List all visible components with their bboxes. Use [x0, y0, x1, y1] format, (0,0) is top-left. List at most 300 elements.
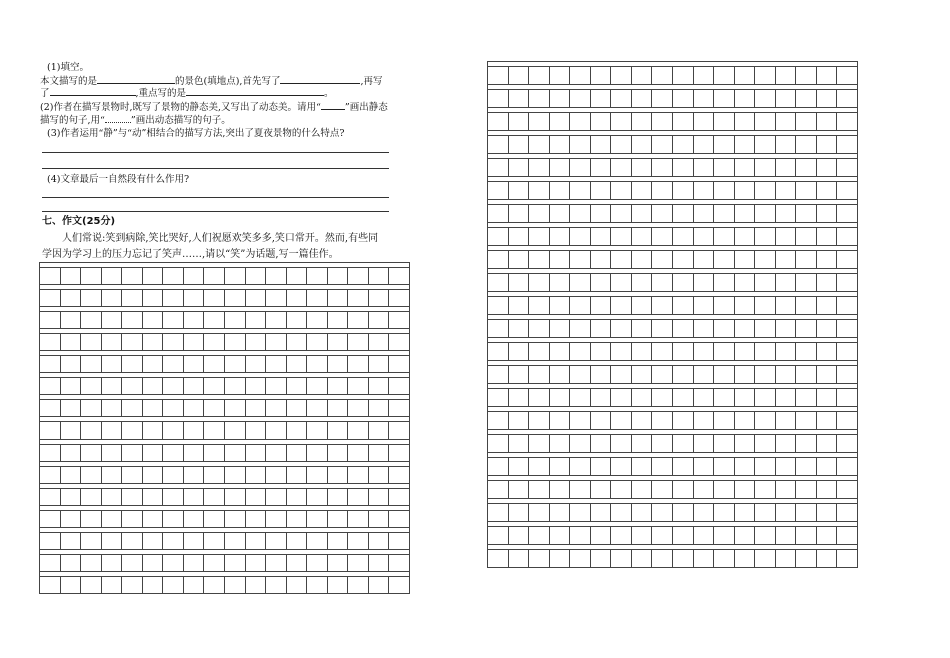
grid-cell[interactable]: [122, 290, 143, 307]
grid-cell[interactable]: [796, 113, 817, 131]
grid-cell[interactable]: [61, 400, 82, 417]
grid-cell[interactable]: [652, 297, 673, 315]
grid-cell[interactable]: [184, 312, 205, 329]
grid-cell[interactable]: [632, 274, 653, 292]
grid-cell[interactable]: [529, 389, 550, 407]
grid-cell[interactable]: [652, 90, 673, 108]
grid-cell[interactable]: [735, 320, 756, 338]
grid-cell[interactable]: [488, 205, 509, 223]
grid-cell[interactable]: [714, 389, 735, 407]
grid-cell[interactable]: [735, 481, 756, 499]
grid-cell[interactable]: [694, 481, 715, 499]
grid-cell[interactable]: [735, 251, 756, 269]
grid-cell[interactable]: [694, 458, 715, 476]
grid-cell[interactable]: [307, 422, 328, 439]
grid-cell[interactable]: [40, 577, 61, 594]
grid-cell[interactable]: [225, 422, 246, 439]
grid-cell[interactable]: [652, 274, 673, 292]
grid-cell[interactable]: [287, 467, 308, 484]
grid-cell[interactable]: [328, 489, 349, 506]
grid-cell[interactable]: [266, 356, 287, 373]
grid-cell[interactable]: [776, 550, 797, 568]
grid-cell[interactable]: [714, 205, 735, 223]
grid-cell[interactable]: [225, 533, 246, 550]
grid-cell[interactable]: [225, 555, 246, 572]
grid-cell[interactable]: [714, 458, 735, 476]
grid-cell[interactable]: [714, 504, 735, 522]
grid-cell[interactable]: [714, 113, 735, 131]
grid-cell[interactable]: [817, 159, 838, 177]
grid-cell[interactable]: [735, 90, 756, 108]
grid-cell[interactable]: [509, 550, 530, 568]
grid-cell[interactable]: [591, 274, 612, 292]
grid-cell[interactable]: [570, 366, 591, 384]
grid-cell[interactable]: [102, 445, 123, 462]
grid-cell[interactable]: [570, 251, 591, 269]
grid-cell[interactable]: [102, 356, 123, 373]
grid-cell[interactable]: [389, 555, 410, 572]
grid-cell[interactable]: [673, 366, 694, 384]
grid-cell[interactable]: [570, 412, 591, 430]
grid-cell[interactable]: [204, 445, 225, 462]
grid-cell[interactable]: [389, 422, 410, 439]
grid-cell[interactable]: [40, 511, 61, 528]
grid-cell[interactable]: [796, 90, 817, 108]
grid-cell[interactable]: [225, 511, 246, 528]
grid-cell[interactable]: [204, 268, 225, 285]
grid-cell[interactable]: [837, 274, 858, 292]
grid-cell[interactable]: [509, 297, 530, 315]
answer-blank[interactable]: [186, 86, 324, 96]
grid-cell[interactable]: [184, 533, 205, 550]
grid-cell[interactable]: [611, 67, 632, 85]
grid-cell[interactable]: [735, 435, 756, 453]
grid-cell[interactable]: [796, 320, 817, 338]
grid-cell[interactable]: [796, 228, 817, 246]
grid-cell[interactable]: [776, 343, 797, 361]
grid-cell[interactable]: [287, 268, 308, 285]
grid-cell[interactable]: [673, 389, 694, 407]
grid-cell[interactable]: [61, 467, 82, 484]
grid-cell[interactable]: [143, 268, 164, 285]
grid-cell[interactable]: [714, 228, 735, 246]
grid-cell[interactable]: [246, 268, 267, 285]
grid-cell[interactable]: [570, 550, 591, 568]
grid-cell[interactable]: [550, 228, 571, 246]
grid-cell[interactable]: [591, 182, 612, 200]
grid-cell[interactable]: [755, 182, 776, 200]
grid-cell[interactable]: [776, 251, 797, 269]
grid-cell[interactable]: [776, 458, 797, 476]
grid-cell[interactable]: [652, 458, 673, 476]
grid-cell[interactable]: [307, 356, 328, 373]
grid-cell[interactable]: [632, 297, 653, 315]
grid-cell[interactable]: [570, 481, 591, 499]
grid-cell[interactable]: [550, 182, 571, 200]
grid-cell[interactable]: [673, 67, 694, 85]
grid-cell[interactable]: [550, 205, 571, 223]
grid-cell[interactable]: [632, 481, 653, 499]
grid-cell[interactable]: [837, 67, 858, 85]
grid-cell[interactable]: [735, 159, 756, 177]
grid-cell[interactable]: [591, 320, 612, 338]
grid-cell[interactable]: [488, 366, 509, 384]
grid-cell[interactable]: [796, 274, 817, 292]
grid-cell[interactable]: [632, 412, 653, 430]
grid-cell[interactable]: [348, 467, 369, 484]
grid-cell[interactable]: [266, 378, 287, 395]
grid-cell[interactable]: [796, 67, 817, 85]
grid-cell[interactable]: [611, 458, 632, 476]
grid-cell[interactable]: [570, 113, 591, 131]
grid-cell[interactable]: [266, 400, 287, 417]
grid-cell[interactable]: [714, 320, 735, 338]
grid-cell[interactable]: [102, 312, 123, 329]
grid-cell[interactable]: [529, 90, 550, 108]
grid-cell[interactable]: [591, 435, 612, 453]
grid-cell[interactable]: [287, 290, 308, 307]
grid-cell[interactable]: [735, 205, 756, 223]
grid-cell[interactable]: [837, 182, 858, 200]
grid-cell[interactable]: [122, 467, 143, 484]
grid-cell[interactable]: [529, 527, 550, 545]
grid-cell[interactable]: [755, 504, 776, 522]
grid-cell[interactable]: [287, 533, 308, 550]
grid-cell[interactable]: [488, 136, 509, 154]
grid-cell[interactable]: [246, 555, 267, 572]
grid-cell[interactable]: [817, 366, 838, 384]
grid-cell[interactable]: [204, 334, 225, 351]
grid-cell[interactable]: [266, 268, 287, 285]
grid-cell[interactable]: [307, 334, 328, 351]
grid-cell[interactable]: [488, 228, 509, 246]
grid-cell[interactable]: [328, 577, 349, 594]
grid-cell[interactable]: [776, 297, 797, 315]
grid-cell[interactable]: [61, 422, 82, 439]
grid-cell[interactable]: [40, 445, 61, 462]
grid-cell[interactable]: [694, 113, 715, 131]
grid-cell[interactable]: [81, 290, 102, 307]
grid-cell[interactable]: [488, 182, 509, 200]
grid-cell[interactable]: [328, 555, 349, 572]
grid-cell[interactable]: [817, 435, 838, 453]
grid-cell[interactable]: [287, 312, 308, 329]
grid-cell[interactable]: [225, 268, 246, 285]
grid-cell[interactable]: [266, 445, 287, 462]
grid-cell[interactable]: [143, 445, 164, 462]
grid-cell[interactable]: [163, 334, 184, 351]
grid-cell[interactable]: [652, 182, 673, 200]
grid-cell[interactable]: [570, 159, 591, 177]
grid-cell[interactable]: [287, 356, 308, 373]
grid-cell[interactable]: [389, 467, 410, 484]
grid-cell[interactable]: [287, 334, 308, 351]
grid-cell[interactable]: [755, 412, 776, 430]
grid-cell[interactable]: [348, 445, 369, 462]
grid-cell[interactable]: [509, 67, 530, 85]
answer-blank[interactable]: [50, 86, 136, 96]
grid-cell[interactable]: [591, 90, 612, 108]
grid-cell[interactable]: [632, 113, 653, 131]
grid-cell[interactable]: [81, 533, 102, 550]
grid-cell[interactable]: [611, 527, 632, 545]
grid-cell[interactable]: [348, 356, 369, 373]
grid-cell[interactable]: [694, 527, 715, 545]
grid-cell[interactable]: [591, 458, 612, 476]
grid-cell[interactable]: [509, 136, 530, 154]
grid-cell[interactable]: [184, 555, 205, 572]
writing-grid-left[interactable]: [39, 262, 410, 594]
grid-cell[interactable]: [652, 550, 673, 568]
grid-cell[interactable]: [652, 412, 673, 430]
grid-cell[interactable]: [591, 389, 612, 407]
grid-cell[interactable]: [694, 297, 715, 315]
grid-cell[interactable]: [673, 251, 694, 269]
grid-cell[interactable]: [102, 555, 123, 572]
grid-cell[interactable]: [184, 489, 205, 506]
grid-cell[interactable]: [163, 356, 184, 373]
grid-cell[interactable]: [184, 400, 205, 417]
grid-cell[interactable]: [389, 511, 410, 528]
grid-cell[interactable]: [796, 159, 817, 177]
grid-cell[interactable]: [369, 445, 390, 462]
grid-cell[interactable]: [369, 356, 390, 373]
grid-cell[interactable]: [61, 356, 82, 373]
grid-cell[interactable]: [550, 504, 571, 522]
grid-cell[interactable]: [796, 527, 817, 545]
grid-cell[interactable]: [40, 422, 61, 439]
grid-cell[interactable]: [488, 481, 509, 499]
grid-cell[interactable]: [348, 400, 369, 417]
grid-cell[interactable]: [632, 343, 653, 361]
grid-cell[interactable]: [389, 378, 410, 395]
grid-cell[interactable]: [81, 511, 102, 528]
grid-cell[interactable]: [591, 412, 612, 430]
grid-cell[interactable]: [61, 577, 82, 594]
grid-cell[interactable]: [509, 159, 530, 177]
grid-cell[interactable]: [184, 467, 205, 484]
grid-cell[interactable]: [225, 577, 246, 594]
grid-cell[interactable]: [369, 577, 390, 594]
grid-cell[interactable]: [570, 136, 591, 154]
grid-cell[interactable]: [81, 422, 102, 439]
grid-cell[interactable]: [163, 268, 184, 285]
grid-cell[interactable]: [694, 504, 715, 522]
grid-cell[interactable]: [61, 378, 82, 395]
grid-cell[interactable]: [389, 400, 410, 417]
answer-line[interactable]: [42, 197, 389, 198]
grid-cell[interactable]: [776, 113, 797, 131]
grid-cell[interactable]: [348, 290, 369, 307]
grid-cell[interactable]: [143, 356, 164, 373]
grid-cell[interactable]: [776, 527, 797, 545]
grid-cell[interactable]: [529, 67, 550, 85]
grid-cell[interactable]: [204, 312, 225, 329]
grid-cell[interactable]: [102, 290, 123, 307]
grid-cell[interactable]: [81, 356, 102, 373]
grid-cell[interactable]: [102, 577, 123, 594]
grid-cell[interactable]: [184, 422, 205, 439]
grid-cell[interactable]: [529, 297, 550, 315]
grid-cell[interactable]: [163, 290, 184, 307]
grid-cell[interactable]: [348, 577, 369, 594]
grid-cell[interactable]: [550, 274, 571, 292]
grid-cell[interactable]: [509, 343, 530, 361]
grid-cell[interactable]: [735, 228, 756, 246]
grid-cell[interactable]: [591, 159, 612, 177]
grid-cell[interactable]: [632, 159, 653, 177]
grid-cell[interactable]: [81, 577, 102, 594]
grid-cell[interactable]: [817, 412, 838, 430]
grid-cell[interactable]: [509, 458, 530, 476]
grid-cell[interactable]: [328, 422, 349, 439]
grid-cell[interactable]: [488, 435, 509, 453]
grid-cell[interactable]: [796, 297, 817, 315]
grid-cell[interactable]: [328, 378, 349, 395]
grid-cell[interactable]: [369, 290, 390, 307]
grid-cell[interactable]: [225, 356, 246, 373]
grid-cell[interactable]: [204, 577, 225, 594]
grid-cell[interactable]: [570, 205, 591, 223]
grid-cell[interactable]: [611, 412, 632, 430]
grid-cell[interactable]: [184, 334, 205, 351]
grid-cell[interactable]: [184, 577, 205, 594]
grid-cell[interactable]: [673, 458, 694, 476]
grid-cell[interactable]: [550, 297, 571, 315]
grid-cell[interactable]: [591, 504, 612, 522]
grid-cell[interactable]: [776, 320, 797, 338]
grid-cell[interactable]: [673, 228, 694, 246]
grid-cell[interactable]: [694, 366, 715, 384]
grid-cell[interactable]: [755, 435, 776, 453]
grid-cell[interactable]: [81, 400, 102, 417]
grid-cell[interactable]: [796, 481, 817, 499]
grid-cell[interactable]: [307, 533, 328, 550]
grid-cell[interactable]: [287, 511, 308, 528]
grid-cell[interactable]: [529, 412, 550, 430]
grid-cell[interactable]: [694, 412, 715, 430]
grid-cell[interactable]: [40, 533, 61, 550]
grid-cell[interactable]: [163, 555, 184, 572]
grid-cell[interactable]: [163, 378, 184, 395]
grid-cell[interactable]: [529, 182, 550, 200]
grid-cell[interactable]: [550, 366, 571, 384]
grid-cell[interactable]: [102, 489, 123, 506]
grid-cell[interactable]: [570, 527, 591, 545]
grid-cell[interactable]: [163, 312, 184, 329]
grid-cell[interactable]: [632, 90, 653, 108]
answer-blank[interactable]: [280, 74, 360, 84]
grid-cell[interactable]: [328, 400, 349, 417]
grid-cell[interactable]: [509, 527, 530, 545]
grid-cell[interactable]: [102, 334, 123, 351]
grid-cell[interactable]: [652, 366, 673, 384]
grid-cell[interactable]: [611, 205, 632, 223]
grid-cell[interactable]: [225, 378, 246, 395]
grid-cell[interactable]: [611, 435, 632, 453]
grid-cell[interactable]: [817, 113, 838, 131]
grid-cell[interactable]: [550, 159, 571, 177]
grid-cell[interactable]: [488, 412, 509, 430]
grid-cell[interactable]: [81, 555, 102, 572]
grid-cell[interactable]: [755, 343, 776, 361]
grid-cell[interactable]: [328, 511, 349, 528]
grid-cell[interactable]: [735, 343, 756, 361]
grid-cell[interactable]: [837, 320, 858, 338]
grid-cell[interactable]: [776, 182, 797, 200]
grid-cell[interactable]: [328, 467, 349, 484]
grid-cell[interactable]: [652, 527, 673, 545]
grid-cell[interactable]: [122, 422, 143, 439]
grid-cell[interactable]: [611, 320, 632, 338]
grid-cell[interactable]: [184, 290, 205, 307]
grid-cell[interactable]: [714, 159, 735, 177]
grid-cell[interactable]: [632, 228, 653, 246]
grid-cell[interactable]: [488, 343, 509, 361]
grid-cell[interactable]: [694, 320, 715, 338]
grid-cell[interactable]: [776, 90, 797, 108]
grid-cell[interactable]: [837, 412, 858, 430]
grid-cell[interactable]: [143, 334, 164, 351]
grid-cell[interactable]: [837, 251, 858, 269]
grid-cell[interactable]: [81, 378, 102, 395]
grid-cell[interactable]: [570, 320, 591, 338]
grid-cell[interactable]: [735, 366, 756, 384]
grid-cell[interactable]: [632, 504, 653, 522]
grid-cell[interactable]: [40, 555, 61, 572]
grid-cell[interactable]: [389, 445, 410, 462]
grid-cell[interactable]: [652, 504, 673, 522]
grid-cell[interactable]: [837, 297, 858, 315]
grid-cell[interactable]: [266, 467, 287, 484]
grid-cell[interactable]: [529, 136, 550, 154]
grid-cell[interactable]: [776, 435, 797, 453]
grid-cell[interactable]: [591, 297, 612, 315]
grid-cell[interactable]: [529, 481, 550, 499]
grid-cell[interactable]: [550, 389, 571, 407]
grid-cell[interactable]: [266, 290, 287, 307]
grid-cell[interactable]: [246, 356, 267, 373]
grid-cell[interactable]: [348, 268, 369, 285]
grid-cell[interactable]: [652, 136, 673, 154]
grid-cell[interactable]: [266, 312, 287, 329]
grid-cell[interactable]: [509, 182, 530, 200]
grid-cell[interactable]: [328, 356, 349, 373]
grid-cell[interactable]: [735, 182, 756, 200]
grid-cell[interactable]: [591, 205, 612, 223]
grid-cell[interactable]: [632, 527, 653, 545]
grid-cell[interactable]: [796, 343, 817, 361]
grid-cell[interactable]: [611, 274, 632, 292]
grid-cell[interactable]: [307, 489, 328, 506]
answer-blank[interactable]: [97, 74, 175, 84]
grid-cell[interactable]: [529, 504, 550, 522]
grid-cell[interactable]: [143, 422, 164, 439]
grid-cell[interactable]: [81, 489, 102, 506]
grid-cell[interactable]: [328, 334, 349, 351]
grid-cell[interactable]: [143, 555, 164, 572]
grid-cell[interactable]: [796, 205, 817, 223]
grid-cell[interactable]: [369, 533, 390, 550]
grid-cell[interactable]: [40, 489, 61, 506]
grid-cell[interactable]: [225, 400, 246, 417]
grid-cell[interactable]: [837, 90, 858, 108]
grid-cell[interactable]: [81, 467, 102, 484]
grid-cell[interactable]: [714, 274, 735, 292]
grid-cell[interactable]: [570, 343, 591, 361]
grid-cell[interactable]: [694, 136, 715, 154]
grid-cell[interactable]: [837, 481, 858, 499]
